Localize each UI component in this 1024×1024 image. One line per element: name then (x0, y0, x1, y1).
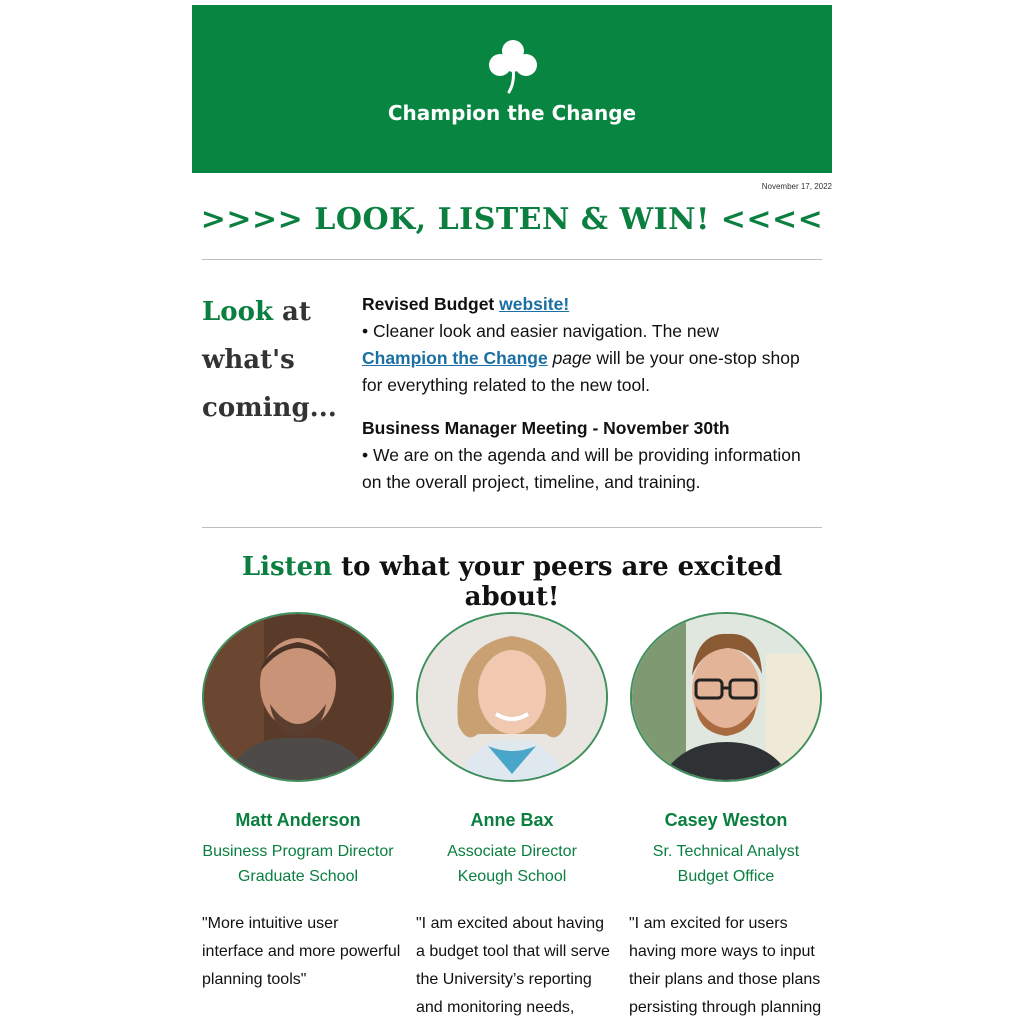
peer-quote: "More intuitive user interface and more powerful planning tools" (202, 915, 401, 988)
avatar-photo (632, 614, 820, 780)
peer-department: Keough School (457, 868, 567, 885)
budget-item-text-a: • Cleaner look and easier navigation. The new (362, 321, 719, 341)
look-body (362, 291, 822, 512)
avatar-photo (418, 614, 606, 780)
listen-heading (192, 552, 832, 612)
divider (202, 527, 822, 528)
peer-department: Graduate School (237, 868, 359, 885)
shamrock-icon (487, 38, 539, 94)
peer-role (626, 839, 826, 889)
peer-department: Budget Office (677, 868, 775, 885)
budget-item-italic: page (552, 348, 592, 368)
peer-card (626, 612, 826, 889)
listen-heading-text: to what your peers are excited about! (341, 552, 783, 612)
header-banner (192, 5, 832, 173)
banner-title: Champion the Change (387, 101, 637, 125)
issue-date: November 17, 2022 (761, 182, 832, 191)
peer-name: Anne Bax (470, 810, 554, 830)
peer-role (198, 839, 398, 889)
meeting-item-title: Business Manager Meeting - November 30th (362, 418, 730, 438)
peer-name: Matt Anderson (235, 810, 361, 830)
meeting-item-text: • We are on the agenda and will be providing information on the overall project, timeline, and training. (362, 445, 801, 492)
peer-title: Business Program Director (202, 843, 394, 860)
avatar (416, 612, 608, 782)
avatar (630, 612, 822, 782)
budget-item-title: Revised Budget (362, 294, 495, 314)
page-title: >>>> LOOK, LISTEN & WIN! <<<< (200, 202, 824, 237)
budget-item (362, 291, 822, 399)
peer-card (412, 612, 612, 889)
website-link[interactable]: website! (499, 294, 570, 314)
look-heading (202, 288, 342, 432)
avatar-photo (204, 614, 392, 780)
peer-quote: "I am excited about having a budget tool that will serve the University’s reporting and monitoring needs, (416, 915, 610, 1016)
peer-card (198, 612, 398, 889)
meeting-item (362, 415, 822, 496)
peer-title: Associate Director (447, 843, 577, 860)
look-accent: Look (202, 297, 273, 327)
peer-role (412, 839, 612, 889)
look-heading-text-2: what's (202, 345, 295, 375)
divider (202, 259, 822, 260)
peer-quote: "I am excited for users having more ways to input their plans and those plans persisting through planning (629, 915, 822, 1016)
peer-title: Sr. Technical Analyst (652, 843, 800, 860)
look-heading-text-1: at (282, 297, 311, 327)
listen-accent: Listen (241, 552, 333, 582)
newsletter (192, 5, 832, 237)
champion-the-change-link[interactable]: Champion the Change (362, 348, 548, 368)
look-heading-text-3: coming... (202, 393, 337, 423)
peer-name: Casey Weston (664, 810, 788, 830)
avatar (202, 612, 394, 782)
budget-item-text-b: will be your one-stop shop for everything related to the new tool. (362, 348, 800, 395)
